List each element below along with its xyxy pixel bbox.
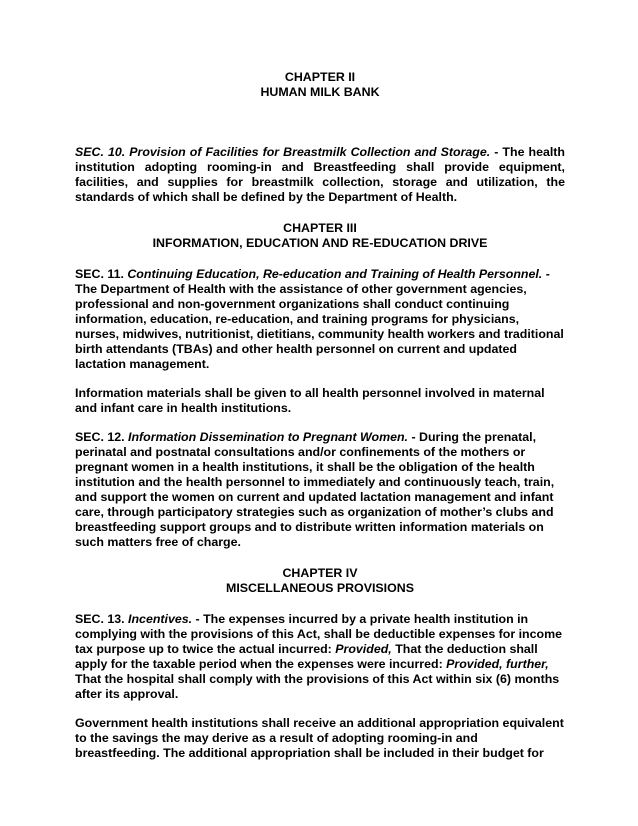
section-11-body: - The Department of Health with the assistance of other government agencies, professional and non-government organizations shall conduct continuing information, education, re-education, and training programs for physicians, nurses, midwives, nutritionist, dietitians, community health workers and traditional birth attendants (TBAs) and other health personnel on current and updated lactation management. [75, 267, 564, 371]
chapter-2-number: CHAPTER II [284, 70, 356, 84]
section-13-title: Incentives. [128, 612, 193, 626]
section-13 [75, 612, 565, 702]
section-10-body: - The health institution adopting rooming-in and Breastfeeding shall provide equipment, facilities, and supplies for breastmilk collection, storage and utilization, the standards of which shall be defined by the Department of Health. [75, 145, 565, 204]
section-13-label: SEC. 13. [75, 612, 125, 626]
document-page [75, 70, 565, 761]
section-13-body-2: That the deduction shall apply for the taxable period when the expenses were incurred: [75, 642, 538, 671]
section-11-label: SEC. 11. [75, 267, 124, 281]
section-11 [75, 267, 565, 372]
chapter-3-number: CHAPTER III [283, 221, 357, 235]
paragraph-information-materials: Information materials shall be given to all health personnel involved in maternal and infant care in health institutions. [75, 386, 545, 415]
section-13-provided-further: Provided, further, [446, 657, 549, 671]
section-11-title: Continuing Education, Re-education and Training of Health Personnel. [127, 267, 543, 281]
chapter-4-number: CHAPTER IV [282, 566, 358, 580]
section-13-provided: Provided, [335, 642, 392, 656]
paragraph-government-institutions: Government health institutions shall receive an additional appropriation equivalent to the savings the may derive as a result of adopting rooming-in and breastfeeding. The additional appropriation shall be included in their budget for [75, 716, 564, 760]
section-13-body-1: - The expenses incurred by a private health institution in complying with the provisions of this Act, shall be deductible expenses for income tax purpose up to twice the actual incurred: [75, 612, 562, 656]
chapter-4-title: MISCELLANEOUS PROVISIONS [226, 581, 414, 595]
chapter-2-heading [75, 70, 565, 100]
chapter-2-title: HUMAN MILK BANK [260, 85, 380, 99]
section-12-body: - During the prenatal, perinatal and postnatal consultations and/or confinements of the mothers or pregnant women in a health institutions, it shall be the obligation of the health institution and the health personnel to immediately and continuously teach, train, and support the women on current and updated lactation management and infant care, through participatory strategies such as organization of mother’s clubs and breastfeeding support groups and to distribute written information materials on such matters free of charge. [75, 430, 555, 549]
chapter-3-title: INFORMATION, EDUCATION AND RE-EDUCATION DRIVE [152, 236, 488, 250]
chapter-4-heading [75, 566, 565, 596]
section-12 [75, 430, 565, 550]
chapter-3-heading [75, 221, 565, 251]
section-12-label: SEC. 12. [75, 430, 125, 444]
section-10 [75, 145, 565, 205]
section-10-label: SEC. 10. [75, 145, 126, 159]
section-13-body-3: That the hospital shall comply with the provisions of this Act within six (6) months after its approval. [75, 672, 560, 701]
section-12-title: Information Dissemination to Pregnant Women. [128, 430, 409, 444]
section-10-title: Provision of Facilities for Breastmilk Collection and Storage. [129, 145, 491, 159]
